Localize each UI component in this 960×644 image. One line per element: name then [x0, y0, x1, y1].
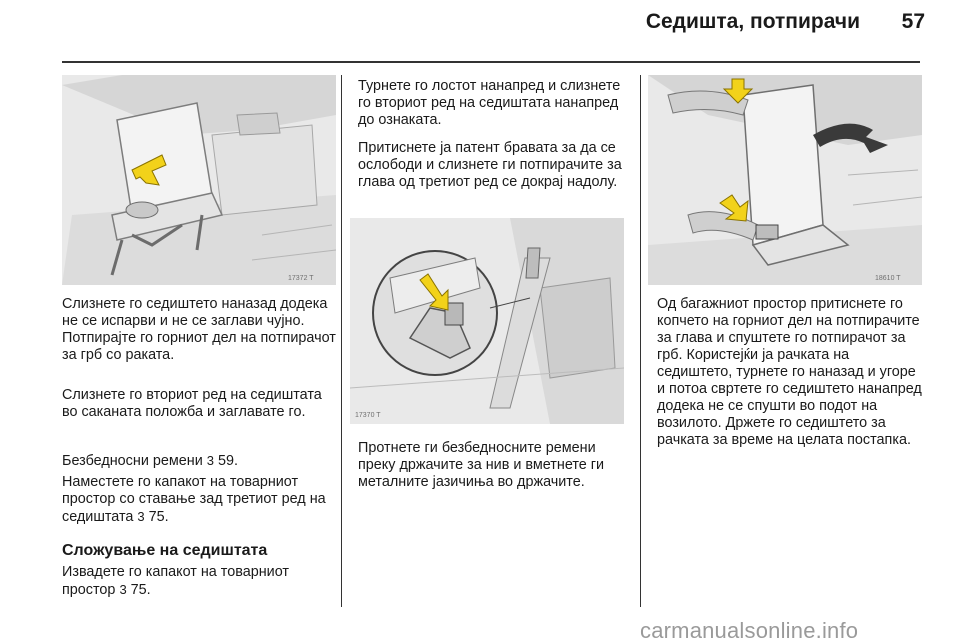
- reference-arrow-icon: 3: [206, 453, 214, 468]
- figure-code: 17370 T: [355, 412, 381, 419]
- figure-seatbelt-holder: [350, 218, 624, 424]
- paragraph: [62, 452, 338, 470]
- figure-code: 18610 T: [875, 275, 901, 282]
- page-reference: 75.: [130, 582, 151, 598]
- paragraph-text: Извадете го капакот на товарниот простор: [62, 564, 289, 598]
- paragraph: Слизнете го вториот ред на седиштата во саканата положба и заглавате го.: [62, 387, 322, 420]
- page-title: Седишта, потпирачи: [645, 10, 860, 33]
- paragraph-text: Наместете го капакот на товарниот простор со ставање зад третиот ред на седиштата: [62, 474, 326, 525]
- paragraph: Слизнете го седиштето наназад додека не се испарви и не се заглави чујно. Потпирајте го горниот дел на потпирачот за грб со раката.: [62, 296, 336, 363]
- column-divider-right: [640, 75, 641, 607]
- column-divider-left: [341, 75, 342, 607]
- paragraph: [62, 564, 338, 599]
- page-reference: 75.: [148, 509, 169, 525]
- paragraph: Протнете ги безбедносните ремени преку држачите за нив и вметнете ги металните јазичиња во држачите.: [358, 440, 605, 490]
- watermark: carmanualsonline.info: [640, 618, 859, 643]
- paragraph: Од багажниот простор притиснете го копчето на горниот дел на потпирачите за глава и спуштете го потпирачот за грб. Користејќи ја рачката на седиштето, турнете го наназад и угоре и потоа свртете го седиштето нанапред додека не се спушти во подот на возилото. Држете го седиштето за рачката за време на целата постапка.: [657, 296, 922, 448]
- paragraph-text: Безбедносни ремени: [62, 453, 203, 469]
- paragraph: [62, 474, 340, 526]
- figure-seat-fold-forward: [648, 75, 922, 285]
- reference-arrow-icon: 3: [119, 582, 127, 597]
- paragraph: Притиснете ја патент бравата за да се ослободи и слизнете ги потпирачите за глава од третиот ред се докрај надолу.: [358, 140, 622, 190]
- page-number: 57: [901, 10, 925, 33]
- reference-arrow-icon: 3: [137, 509, 145, 524]
- section-heading: Сложување на седиштата: [62, 542, 268, 559]
- page-reference: 59.: [218, 453, 239, 469]
- header-rule: [62, 61, 920, 63]
- figure-seat-slide-back: [62, 75, 336, 285]
- paragraph: Турнете го лостот нанапред и слизнете го вториот ред на седиштата нанапред до ознаката.: [358, 78, 621, 128]
- figure-code: 17372 T: [288, 275, 314, 282]
